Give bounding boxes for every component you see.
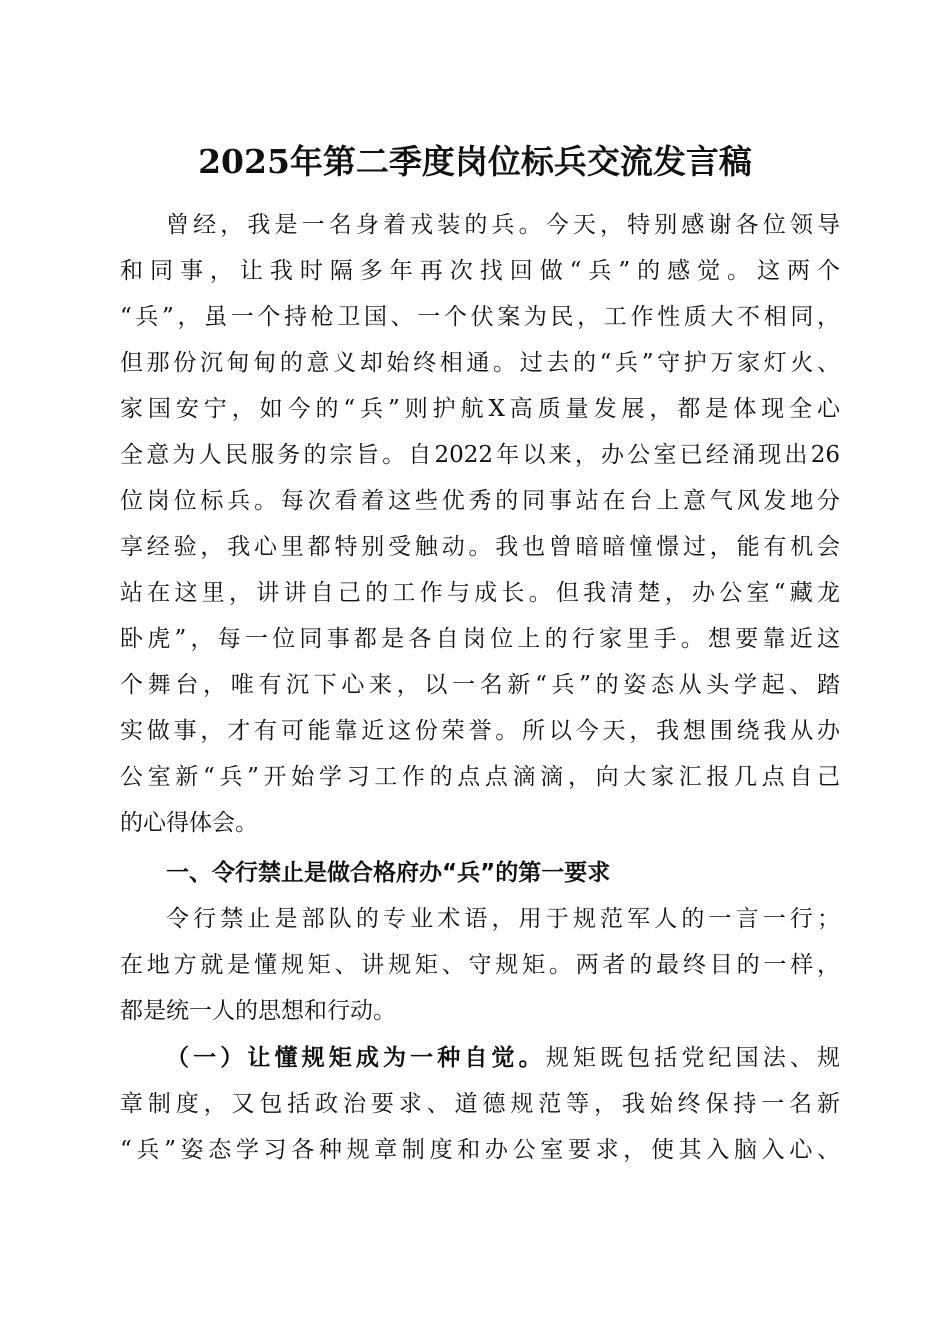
paragraph-1-line: 的心得体会。: [120, 810, 258, 836]
paragraph-1-line: 但那份沉甸甸的意义却始终相通。过去的“兵”守护万家灯火、: [120, 350, 840, 376]
section-heading: 一、令行禁止是做合格府办“兵”的第一要求: [166, 860, 611, 886]
paragraph-2-line: 令行禁止是部队的专业术语，用于规范军人的一言一行；: [166, 906, 840, 932]
paragraph-1-line: 家国安宁，如今的“兵”则护航X高质量发展，都是体现全心: [120, 396, 840, 422]
paragraph-2-line: 都是统一人的思想和行动。: [120, 998, 396, 1024]
paragraph-2-line: 在地方就是懂规矩、讲规矩、守规矩。两者的最终目的一样，: [120, 952, 840, 978]
paragraph-3-line: 章制度，又包括政治要求、道德规范等，我始终保持一名新: [120, 1091, 840, 1117]
paragraph-1-line: 站在这里，讲讲自己的工作与成长。但我清楚，办公室“藏龙: [120, 580, 840, 606]
paragraph-3-text: 规矩既包括党纪国法、规: [545, 1045, 840, 1071]
paragraph-1-line: 曾经，我是一名身着戎装的兵。今天，特别感谢各位领导: [166, 212, 840, 238]
paragraph-1-line: 全意为人民服务的宗旨。自2022年以来，办公室已经涌现出26: [120, 442, 840, 468]
document-title: 2025年第二季度岗位标兵交流发言稿: [198, 142, 752, 181]
paragraph-1-line: 实做事，才有可能靠近这份荣誉。所以今天，我想围绕我从办: [120, 718, 840, 744]
paragraph-1-line: 享经验，我心里都特别受触动。我也曾暗暗憧憬过，能有机会: [120, 534, 840, 560]
paragraph-1-line: 卧虎”，每一位同事都是各自岗位上的行家里手。想要靠近这: [120, 626, 840, 652]
paragraph-3-line: “兵”姿态学习各种规章制度和办公室要求，使其入脑入心、: [120, 1137, 840, 1163]
paragraph-1-line: 位岗位标兵。每次看着这些优秀的同事站在台上意气风发地分: [120, 488, 840, 514]
paragraph-1-line: 个舞台，唯有沉下心来，以一名新“兵”的姿态从头学起、踏: [120, 672, 840, 698]
subsection-lead: （一）让懂规矩成为一种自觉。: [166, 1045, 546, 1071]
paragraph-3-line: [166, 1038, 840, 1078]
paragraph-1-line: “兵”，虽一个持枪卫国、一个伏案为民，工作性质大不相同，: [120, 304, 840, 330]
paragraph-1-line: 公室新“兵”开始学习工作的点点滴滴，向大家汇报几点自己: [120, 764, 840, 790]
paragraph-1-line: 和同事，让我时隔多年再次找回做“兵”的感觉。这两个: [120, 258, 840, 284]
